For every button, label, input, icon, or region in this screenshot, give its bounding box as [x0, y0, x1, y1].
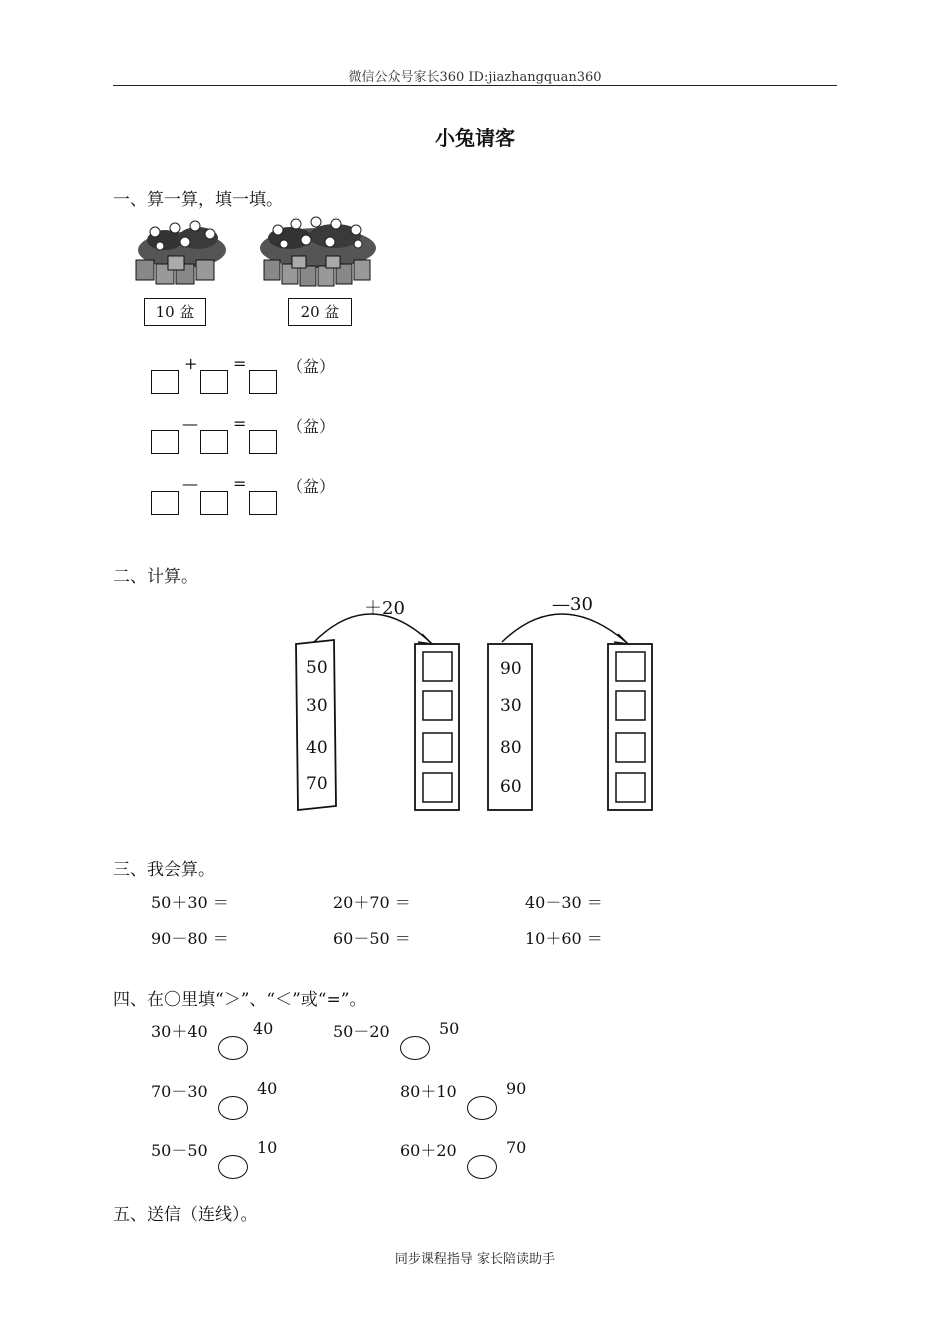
calc-expression: 60－50 ＝ — [333, 929, 411, 948]
header-rule — [113, 85, 837, 86]
section3-heading: 三、我会算。 — [113, 860, 215, 880]
right-number: 80 — [500, 738, 522, 758]
answer-box[interactable] — [151, 491, 179, 515]
calc-diagram — [290, 590, 660, 820]
page-footer: 同步课程指导 家长陪读助手 — [394, 1252, 556, 1267]
section5-heading: 五、送信（连线）。 — [113, 1205, 258, 1225]
left-number: 30 — [306, 696, 328, 716]
calc-expression: 10＋60 ＝ — [525, 929, 603, 948]
equals-sign: = — [233, 354, 247, 373]
compare-left: 60＋20 — [400, 1141, 457, 1160]
right-arrow-head — [614, 634, 628, 644]
left-number: 50 — [306, 658, 328, 678]
compare-left: 80＋10 — [400, 1082, 457, 1101]
compare-right: 10 — [257, 1138, 278, 1157]
compare-circle[interactable] — [400, 1036, 430, 1060]
compare-right: 50 — [439, 1019, 460, 1038]
unit-label: （盆） — [287, 417, 336, 436]
calc-expression: 20＋70 ＝ — [333, 893, 411, 912]
flower-pot-group-small — [136, 221, 226, 284]
answer-box[interactable] — [151, 370, 179, 394]
equals-sign: = — [233, 414, 247, 433]
left-number: 70 — [306, 774, 328, 794]
left-arrow-head — [418, 634, 432, 644]
answer-box[interactable] — [200, 370, 228, 394]
answer-box[interactable] — [151, 430, 179, 454]
compare-right: 40 — [257, 1079, 278, 1098]
section1-heading: 一、算一算，填一填。 — [113, 190, 283, 210]
section4-heading: 四、在〇里填“＞”、“＜”或“=”。 — [113, 990, 367, 1010]
right-number: 60 — [500, 777, 522, 797]
compare-right: 90 — [506, 1079, 527, 1098]
right-arrow-curve — [502, 614, 626, 642]
right-number: 90 — [500, 659, 522, 679]
operator: + — [184, 354, 198, 373]
compare-circle[interactable] — [467, 1096, 497, 1120]
operator: — — [182, 414, 198, 433]
compare-right: 70 — [506, 1138, 527, 1157]
compare-circle[interactable] — [218, 1155, 248, 1179]
page-header: 微信公众号家长360 ID:jiazhangquan360 — [348, 70, 602, 85]
page-title: 小兔请客 — [435, 126, 515, 150]
answer-box[interactable] — [249, 491, 277, 515]
compare-right: 40 — [253, 1019, 274, 1038]
operator: — — [182, 474, 198, 493]
right-output-box[interactable] — [616, 691, 645, 720]
answer-box[interactable] — [200, 491, 228, 515]
right-number: 30 — [500, 696, 522, 716]
compare-circle[interactable] — [218, 1096, 248, 1120]
calc-expression: 40－30 ＝ — [525, 893, 603, 912]
calc-expression: 90－80 ＝ — [151, 929, 229, 948]
unit-label: （盆） — [287, 477, 336, 496]
right-output-box[interactable] — [616, 733, 645, 762]
compare-left: 30＋40 — [151, 1022, 208, 1041]
right-rule-label: —30 — [552, 594, 593, 615]
answer-box[interactable] — [200, 430, 228, 454]
left-output-box[interactable] — [423, 691, 452, 720]
left-output-box[interactable] — [423, 652, 452, 681]
left-output-box[interactable] — [423, 773, 452, 802]
compare-left: 70－30 — [151, 1082, 208, 1101]
flower-pot-group-large — [260, 217, 376, 286]
unit-label: （盆） — [287, 357, 336, 376]
left-rule-label: ＋20 — [364, 598, 405, 619]
compare-circle[interactable] — [467, 1155, 497, 1179]
right-output-box[interactable] — [616, 652, 645, 681]
left-number: 40 — [306, 738, 328, 758]
compare-circle[interactable] — [218, 1036, 248, 1060]
compare-left: 50－20 — [333, 1022, 390, 1041]
left-output-box[interactable] — [423, 733, 452, 762]
compare-left: 50－50 — [151, 1141, 208, 1160]
calc-expression: 50＋30 ＝ — [151, 893, 229, 912]
pot-label-2: 20 盆 — [288, 298, 352, 326]
pot-label-1: 10 盆 — [144, 298, 206, 326]
section2-heading: 二、计算。 — [113, 567, 198, 587]
answer-box[interactable] — [249, 430, 277, 454]
equals-sign: = — [233, 474, 247, 493]
answer-box[interactable] — [249, 370, 277, 394]
right-output-box[interactable] — [616, 773, 645, 802]
